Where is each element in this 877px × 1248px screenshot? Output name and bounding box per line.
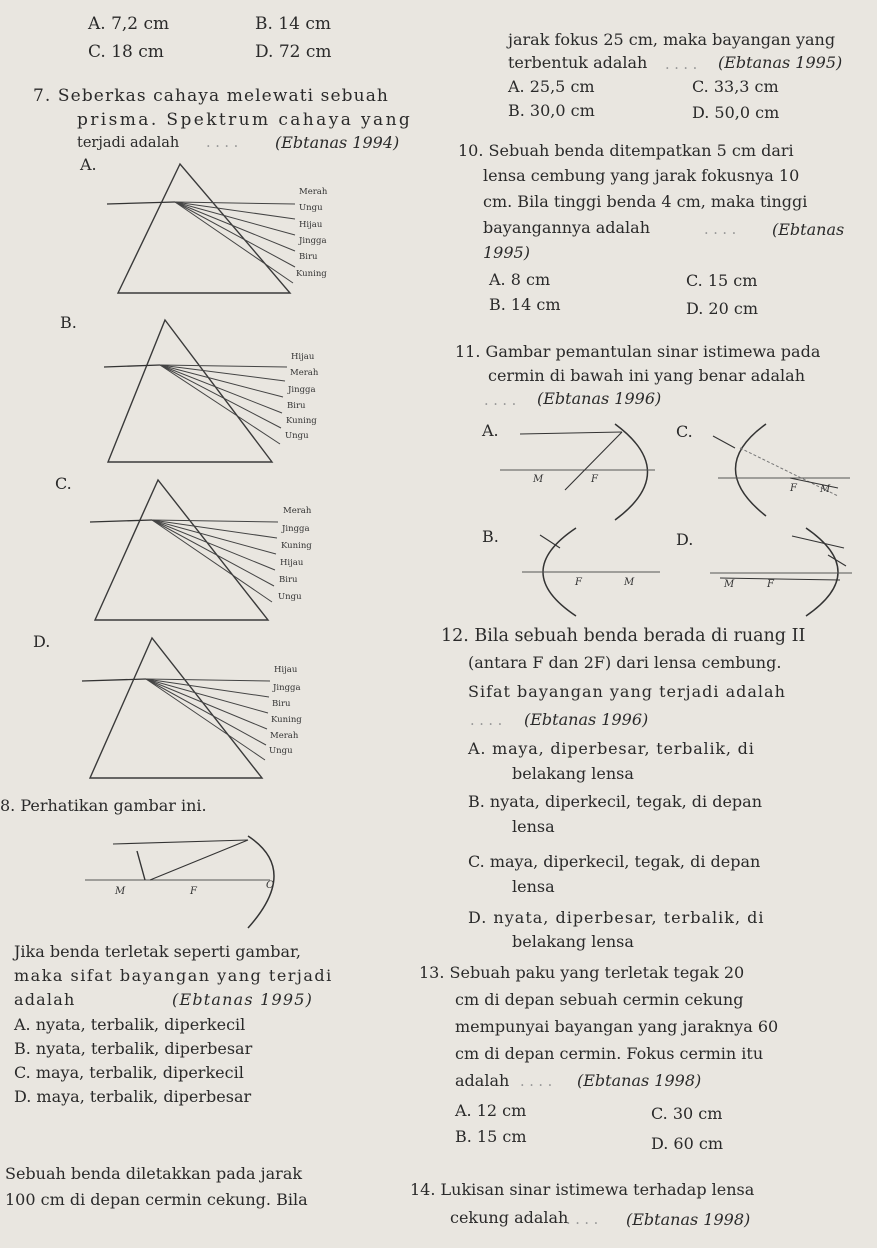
q7-line3: terjadi adalah bbox=[77, 135, 180, 151]
q11-c-label-m: M bbox=[820, 484, 831, 495]
q10-line1: 10. Sebuah benda ditempatkan 5 cm dari bbox=[458, 141, 794, 160]
q9-option-c: C. 33,3 cm bbox=[692, 77, 779, 96]
q11-option-a-label: A. bbox=[482, 421, 499, 440]
q7-option-b-label: B. bbox=[60, 313, 77, 332]
prism-a-color-4: Jingga bbox=[299, 236, 327, 246]
prism-b-color-3: Jingga bbox=[288, 385, 316, 395]
q11-option-b-label: B. bbox=[482, 527, 499, 546]
prism-c-color-1: Merah bbox=[283, 506, 312, 516]
q11-d-label-m: M bbox=[724, 579, 735, 590]
q6-option-b: B. 14 cm bbox=[255, 14, 331, 34]
q7-line1: 7. Seberkas cahaya melewati sebuah bbox=[33, 86, 389, 106]
q13-line4: cm di depan cermin. Fokus cermin itu bbox=[455, 1044, 764, 1063]
q7-line2: prisma. Spektrum cahaya yang bbox=[77, 110, 413, 130]
q8-label-m: M bbox=[115, 886, 126, 897]
prism-d-color-4: Kuning bbox=[271, 715, 302, 725]
prism-b-color-5: Kuning bbox=[286, 416, 317, 426]
prism-d-color-6: Ungu bbox=[269, 746, 293, 756]
prism-a-color-3: Hijau bbox=[299, 220, 323, 230]
prism-c-color-2: Jingga bbox=[282, 524, 310, 534]
q10-option-c: C. 15 cm bbox=[686, 271, 758, 290]
q11-b-label-f: F bbox=[575, 577, 582, 588]
q9-option-a: A. 25,5 cm bbox=[508, 77, 595, 96]
q8-option-b: B. nyata, terbalik, diperbesar bbox=[14, 1039, 253, 1058]
q13-line2: cm di depan sebuah cermin cekung bbox=[455, 990, 744, 1009]
prism-b-color-6: Ungu bbox=[285, 431, 309, 441]
q12-option-a-line2: belakang lensa bbox=[512, 764, 634, 783]
q11-source: (Ebtanas 1996) bbox=[537, 389, 662, 408]
q8-label-f: F bbox=[190, 886, 197, 897]
q12-line1: 12. Bila sebuah benda berada di ruang II bbox=[441, 626, 806, 646]
q8-option-c: C. maya, terbalik, diperkecil bbox=[14, 1063, 244, 1082]
q12-source: (Ebtanas 1996) bbox=[524, 710, 649, 729]
q12-option-a-line1: A. maya, diperbesar, terbalik, di bbox=[468, 739, 755, 758]
q10-dots: . . . . bbox=[704, 222, 737, 238]
q12-line3: Sifat bayangan yang terjadi adalah bbox=[468, 682, 786, 701]
prism-a-color-5: Biru bbox=[299, 252, 318, 262]
q12-line2: (antara F dan 2F) dari lensa cembung. bbox=[468, 653, 782, 672]
q9-source: (Ebtanas 1995) bbox=[718, 53, 843, 72]
q9-line1: Sebuah benda diletakkan pada jarak bbox=[5, 1164, 303, 1183]
q13-option-d: D. 60 cm bbox=[651, 1134, 724, 1153]
q11-a-label-m: M bbox=[533, 474, 544, 485]
q6-option-a: A. 7,2 cm bbox=[88, 14, 170, 34]
q13-line5: adalah bbox=[455, 1071, 510, 1090]
prism-c-color-3: Kuning bbox=[281, 541, 312, 551]
q12-option-b-line1: B. nyata, diperkecil, tegak, di depan bbox=[468, 792, 762, 811]
prism-a-color-2: Ungu bbox=[299, 203, 323, 213]
q8-source: (Ebtanas 1995) bbox=[172, 990, 314, 1009]
q7-source: (Ebtanas 1994) bbox=[275, 133, 400, 152]
q14-dots: . . . . bbox=[566, 1212, 599, 1228]
prism-d-color-2: Jingga bbox=[273, 683, 301, 693]
q8-option-d: D. maya, terbalik, diperbesar bbox=[14, 1087, 252, 1106]
q9-option-d: D. 50,0 cm bbox=[692, 103, 780, 122]
q12-option-b-line2: lensa bbox=[512, 817, 555, 836]
prism-d-color-1: Hijau bbox=[274, 665, 298, 675]
q11-line2: cermin di bawah ini yang benar adalah bbox=[488, 366, 806, 385]
q13-dots: . . . . bbox=[520, 1074, 553, 1090]
q12-option-c-line2: lensa bbox=[512, 877, 555, 896]
q9-line3: jarak fokus 25 cm, maka bayangan yang bbox=[508, 30, 836, 49]
q9-line4: terbentuk adalah bbox=[508, 53, 648, 72]
prism-c-color-6: Ungu bbox=[278, 592, 302, 602]
q9-dots: . . . . bbox=[665, 57, 698, 73]
q7-dots: . . . . bbox=[206, 135, 239, 151]
q11-d-label-f: F bbox=[767, 579, 774, 590]
q14-line1: 14. Lukisan sinar istimewa terhadap lensa bbox=[410, 1180, 755, 1199]
q11-a-label-f: F bbox=[591, 474, 598, 485]
q7-option-a-label: A. bbox=[80, 155, 97, 174]
q10-option-a: A. 8 cm bbox=[489, 270, 551, 289]
q8-label-o: O bbox=[266, 880, 275, 891]
q10-option-d: D. 20 cm bbox=[686, 299, 759, 318]
q7-option-c-label: C. bbox=[55, 474, 72, 493]
q10-option-b: B. 14 cm bbox=[489, 295, 561, 314]
q12-dots: . . . . bbox=[470, 713, 503, 729]
q9-option-b: B. 30,0 cm bbox=[508, 101, 595, 120]
q8-para2: maka sifat bayangan yang terjadi bbox=[14, 966, 333, 985]
q10-line4: bayangannya adalah bbox=[483, 218, 650, 237]
q10-source-year: 1995) bbox=[483, 243, 530, 262]
prism-a-color-1: Merah bbox=[299, 187, 328, 197]
q9-line2: 100 cm di depan cermin cekung. Bila bbox=[5, 1190, 308, 1209]
q12-option-d-line1: D. nyata, diperbesar, terbalik, di bbox=[468, 908, 765, 927]
q10-line2: lensa cembung yang jarak fokusnya 10 bbox=[483, 166, 800, 185]
q12-option-c-line1: C. maya, diperkecil, tegak, di depan bbox=[468, 852, 761, 871]
q11-line1: 11. Gambar pemantulan sinar istimewa pada bbox=[455, 342, 821, 361]
q12-option-d-line2: belakang lensa bbox=[512, 932, 634, 951]
q11-b-label-m: M bbox=[624, 577, 635, 588]
prism-c-color-4: Hijau bbox=[280, 558, 304, 568]
q13-option-b: B. 15 cm bbox=[455, 1127, 527, 1146]
q11-option-c-label: C. bbox=[676, 422, 693, 441]
q6-option-d: D. 72 cm bbox=[255, 42, 332, 62]
q8-option-a: A. nyata, terbalik, diperkecil bbox=[14, 1015, 246, 1034]
q11-option-d-label: D. bbox=[676, 530, 694, 549]
prism-a-color-6: Kuning bbox=[296, 269, 327, 279]
q8-para3a: adalah bbox=[14, 990, 76, 1009]
q6-option-c: C. 18 cm bbox=[88, 42, 164, 62]
q13-source: (Ebtanas 1998) bbox=[577, 1071, 702, 1090]
prism-c-color-5: Biru bbox=[279, 575, 298, 585]
q14-source: (Ebtanas 1998) bbox=[626, 1210, 751, 1229]
q11-c-label-f: F bbox=[790, 483, 797, 494]
prism-d-color-3: Biru bbox=[272, 699, 291, 709]
prism-b-color-1: Hijau bbox=[291, 352, 315, 362]
q10-source: (Ebtanas bbox=[772, 220, 845, 239]
q14-line2: cekung adalah bbox=[450, 1208, 569, 1227]
prism-d-color-5: Merah bbox=[270, 731, 299, 741]
prism-b-color-2: Merah bbox=[290, 368, 319, 378]
q10-line3: cm. Bila tinggi benda 4 cm, maka tinggi bbox=[483, 192, 808, 211]
q8-line1: 8. Perhatikan gambar ini. bbox=[0, 796, 207, 815]
prism-b-color-4: Biru bbox=[287, 401, 306, 411]
q13-option-c: C. 30 cm bbox=[651, 1104, 723, 1123]
q13-line1: 13. Sebuah paku yang terletak tegak 20 bbox=[419, 963, 745, 982]
q13-line3: mempunyai bayangan yang jaraknya 60 bbox=[455, 1017, 779, 1036]
q7-option-d-label: D. bbox=[33, 632, 51, 651]
q11-dots: . . . . bbox=[484, 393, 517, 409]
q13-option-a: A. 12 cm bbox=[455, 1101, 527, 1120]
q8-para1: Jika benda terletak seperti gambar, bbox=[14, 942, 301, 961]
